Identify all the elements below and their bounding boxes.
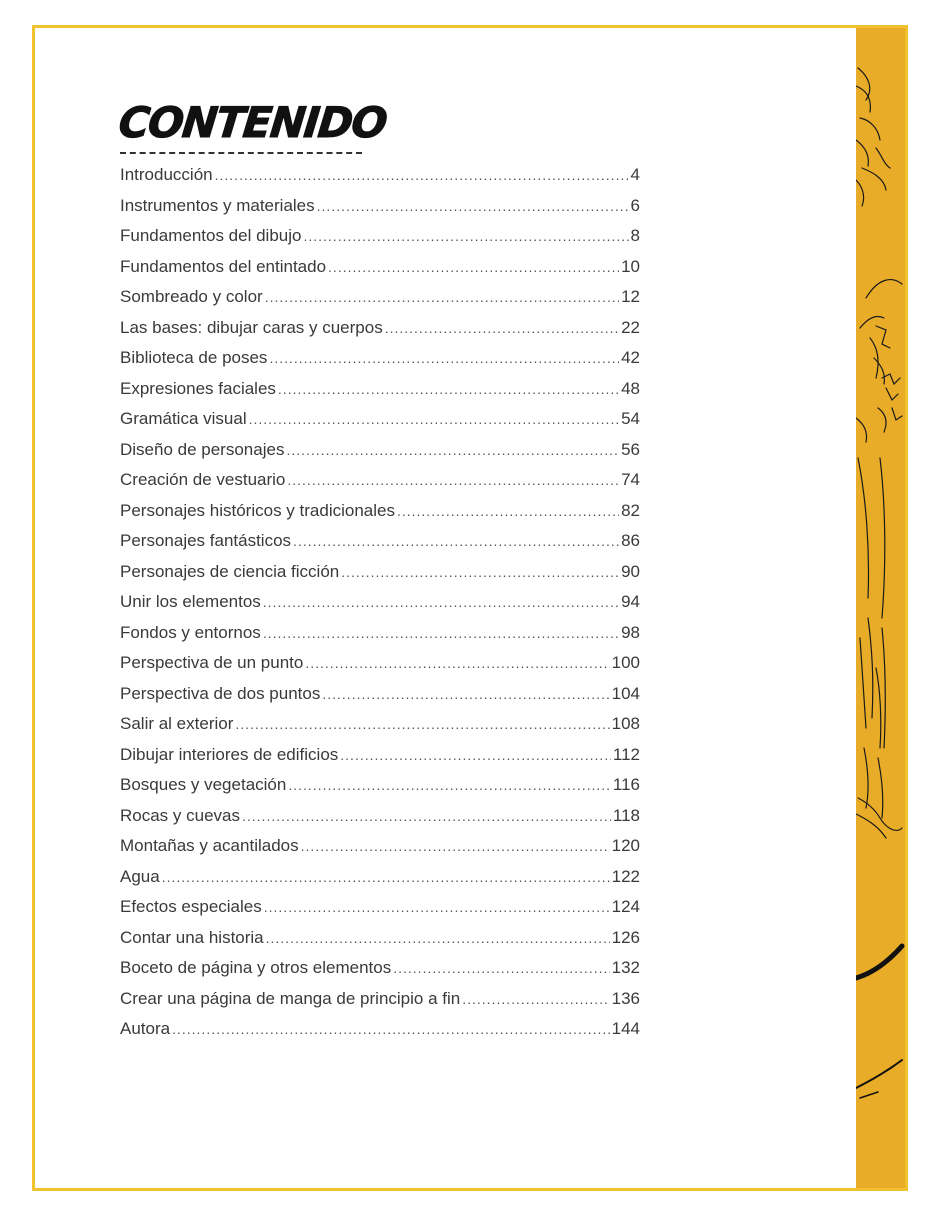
- toc-entry: [120, 348, 640, 379]
- toc-entry-page-number: 86: [621, 531, 640, 550]
- toc-entry-page-number: 118: [612, 805, 640, 825]
- toc-entry-page-number: 124: [611, 897, 640, 916]
- toc-entry: [120, 775, 640, 806]
- toc-entry: [120, 379, 640, 410]
- toc-entry-title: Biblioteca de poses: [120, 348, 268, 367]
- toc-entry-title: Fondos y entornos: [120, 622, 261, 642]
- toc-entry: [120, 928, 640, 959]
- toc-entry-page-number: 82: [621, 500, 640, 520]
- document-page: [32, 25, 908, 1191]
- toc-dot-leader: [286, 442, 619, 458]
- toc-dot-leader: [305, 655, 609, 671]
- toc-entry-title: Fundamentos del dibujo: [120, 226, 302, 245]
- toc-entry-page-number: 8: [630, 226, 640, 245]
- toc-entry: [120, 989, 640, 1020]
- toc-dot-leader: [278, 381, 619, 397]
- toc-entry-title: Diseño de personajes: [120, 439, 285, 459]
- toc-dot-leader: [264, 899, 610, 915]
- toc-entry: [120, 592, 640, 623]
- toc-dot-leader: [397, 503, 619, 519]
- toc-entry: [120, 409, 640, 440]
- toc-entry-title: Bosques y vegetación: [120, 775, 287, 794]
- toc-entry-page-number: 116: [612, 775, 640, 794]
- toc-entry-page-number: 98: [621, 622, 640, 642]
- toc-entry-page-number: 10: [621, 256, 640, 276]
- toc-dot-leader: [265, 289, 619, 305]
- toc-entry: [120, 501, 640, 532]
- toc-entry-title: Agua: [120, 866, 160, 886]
- toc-entry: [120, 226, 640, 257]
- toc-entry-page-number: 100: [611, 653, 640, 672]
- toc-entry-title: Personajes históricos y tradicionales: [120, 500, 395, 520]
- toc-dot-leader: [340, 747, 611, 763]
- toc-entry-title: Efectos especiales: [120, 897, 262, 916]
- toc-dot-leader: [249, 411, 619, 427]
- toc-dot-leader: [269, 350, 619, 366]
- toc-entry-page-number: 122: [611, 866, 640, 886]
- toc-entry: [120, 257, 640, 288]
- toc-dot-leader: [317, 198, 629, 214]
- toc-entry: [120, 318, 640, 349]
- manga-sketch-illustration: [856, 28, 905, 1188]
- toc-entry-page-number: 94: [621, 592, 640, 611]
- toc-dot-leader: [288, 777, 611, 793]
- toc-dot-leader: [301, 838, 610, 854]
- toc-entry-title: Fundamentos del entintado: [120, 256, 327, 276]
- toc-entry-page-number: 4: [630, 165, 640, 184]
- toc-entry: [120, 867, 640, 898]
- toc-entry: [120, 196, 640, 227]
- toc-entry-title: Autora: [120, 1019, 171, 1038]
- toc-entry-page-number: 54: [621, 409, 640, 428]
- toc-entry: [120, 958, 640, 989]
- toc-entry: [120, 714, 640, 745]
- toc-entry-page-number: 132: [611, 958, 640, 977]
- toc-entry-title: Instrumentos y materiales: [120, 195, 315, 215]
- toc-dot-leader: [462, 991, 609, 1007]
- toc-dot-leader: [293, 533, 619, 549]
- toc-dot-leader: [172, 1021, 610, 1037]
- toc-entry: [120, 806, 640, 837]
- toc-dot-leader: [322, 686, 609, 702]
- toc-entry: [120, 897, 640, 928]
- toc-entry-title: Expresiones faciales: [120, 378, 276, 398]
- toc-entry-title: Introducción: [120, 165, 213, 184]
- toc-entry: [120, 165, 640, 196]
- toc-entry-page-number: 126: [611, 927, 640, 947]
- toc-entry-page-number: 120: [611, 836, 640, 855]
- toc-entry-page-number: 112: [612, 744, 640, 764]
- toc-entry: [120, 470, 640, 501]
- page-title: CONTENIDO: [116, 98, 389, 147]
- toc-entry: [120, 287, 640, 318]
- toc-dot-leader: [266, 930, 610, 946]
- toc-dot-leader: [263, 625, 619, 641]
- toc-dot-leader: [263, 594, 619, 610]
- toc-dot-leader: [162, 869, 610, 885]
- toc-dot-leader: [385, 320, 619, 336]
- toc-dot-leader: [215, 167, 629, 183]
- toc-dot-leader: [235, 716, 609, 732]
- toc-entry: [120, 684, 640, 715]
- manga-illustration-strip: [856, 28, 905, 1188]
- toc-entry: [120, 562, 640, 593]
- toc-entry-title: Personajes de ciencia ficción: [120, 561, 340, 581]
- toc-entry-title: Creación de vestuario: [120, 470, 286, 489]
- toc-entry-page-number: 136: [611, 988, 640, 1008]
- toc-entry-title: Montañas y acantilados: [120, 836, 299, 855]
- toc-entry-page-number: 74: [621, 470, 640, 489]
- toc-entry: [120, 531, 640, 562]
- toc-entry-page-number: 56: [621, 439, 640, 459]
- title-dashed-divider: [120, 152, 362, 154]
- toc-dot-leader: [242, 808, 611, 824]
- toc-entry-title: Rocas y cuevas: [120, 805, 240, 825]
- toc-entry: [120, 623, 640, 654]
- toc-entry-title: Boceto de página y otros elementos: [120, 958, 392, 977]
- toc-dot-leader: [341, 564, 619, 580]
- toc-dot-leader: [328, 259, 619, 275]
- toc-entry-title: Unir los elementos: [120, 592, 261, 611]
- toc-entry-page-number: 22: [621, 317, 640, 337]
- toc-entry-page-number: 48: [621, 378, 640, 398]
- toc-entry-page-number: 144: [611, 1019, 640, 1038]
- toc-entry-title: Personajes fantásticos: [120, 531, 292, 550]
- toc-entry-title: Crear una página de manga de principio a fin: [120, 988, 461, 1008]
- toc-entry-title: Gramática visual: [120, 409, 247, 428]
- toc-entry-title: Salir al exterior: [120, 714, 234, 733]
- table-of-contents: [120, 165, 640, 1050]
- toc-entry-page-number: 90: [621, 561, 640, 581]
- toc-entry: [120, 745, 640, 776]
- toc-entry-title: Las bases: dibujar caras y cuerpos: [120, 317, 383, 337]
- toc-entry-page-number: 12: [621, 287, 640, 306]
- toc-entry-page-number: 108: [611, 714, 640, 733]
- toc-dot-leader: [303, 228, 628, 244]
- toc-entry: [120, 440, 640, 471]
- toc-entry-title: Perspectiva de dos puntos: [120, 683, 321, 703]
- toc-dot-leader: [287, 472, 619, 488]
- toc-dot-leader: [393, 960, 609, 976]
- toc-entry-title: Contar una historia: [120, 927, 264, 947]
- toc-entry-title: Dibujar interiores de edificios: [120, 744, 339, 764]
- toc-entry: [120, 653, 640, 684]
- toc-entry-title: Perspectiva de un punto: [120, 653, 304, 672]
- toc-entry-page-number: 104: [611, 683, 640, 703]
- toc-entry: [120, 836, 640, 867]
- toc-entry: [120, 1019, 640, 1050]
- toc-entry-page-number: 6: [630, 195, 640, 215]
- toc-entry-title: Sombreado y color: [120, 287, 263, 306]
- toc-entry-page-number: 42: [621, 348, 640, 367]
